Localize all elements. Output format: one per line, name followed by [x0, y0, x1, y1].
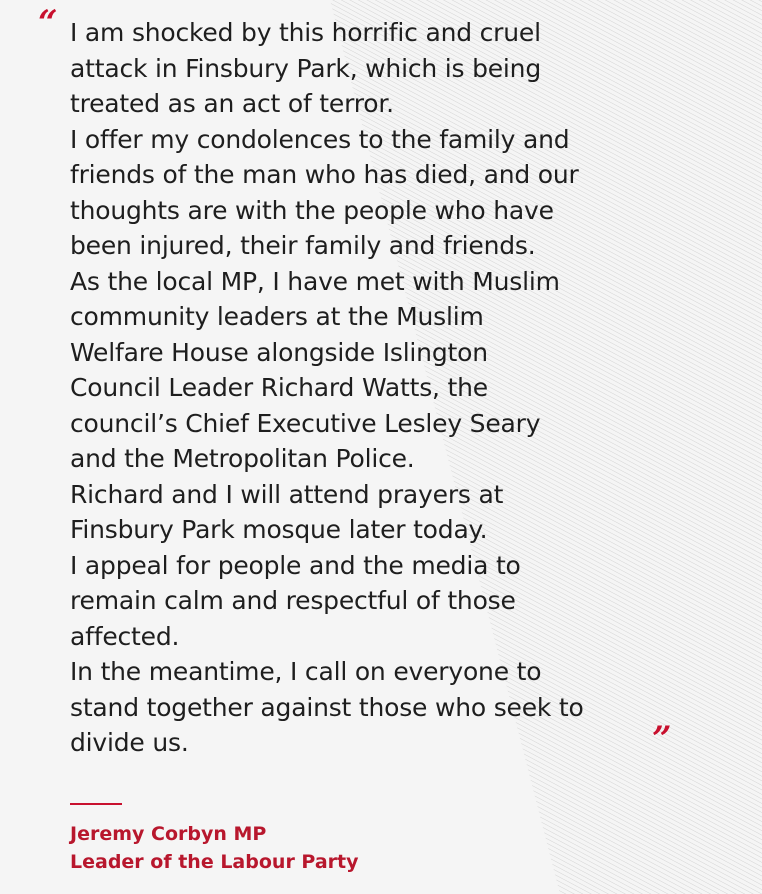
quote-line: community leaders at the Muslim [70, 302, 484, 331]
attribution-divider [70, 803, 122, 805]
open-quote-mark: “ [38, 3, 54, 43]
quote-line: I offer my condolences to the family and [70, 124, 570, 154]
quote-line: I am shocked by this horrific and cruel [70, 18, 541, 47]
quote-line: treated as an act of terror. [70, 89, 394, 118]
quote-text [70, 15, 730, 761]
quote-line: thoughts are with the people who have [70, 195, 554, 225]
quote-line: affected. [70, 621, 180, 651]
close-quote-mark: ” [652, 719, 668, 759]
quote-line: and the Metropolitan Police. [70, 444, 415, 473]
quote-line: Finsbury Park mosque later today. [70, 515, 488, 544]
quote-line: stand together against those who seek to [70, 692, 584, 722]
quote-line: divide us. [70, 728, 189, 757]
quote-line: council’s Chief Executive Lesley Seary [70, 408, 541, 438]
quote-line: I appeal for people and the media to [70, 550, 521, 580]
quote-line: Council Leader Richard Watts, the [70, 373, 488, 402]
quote-line: Welfare House alongside Islington [70, 337, 488, 367]
quote-line: As the local MP, I have met with Muslim [70, 266, 560, 296]
quote-line: attack in Finsbury Park, which is being [70, 53, 541, 83]
quote-line: friends of the man who has died, and our [70, 160, 579, 189]
author-name: Jeremy Corbyn MP [70, 823, 267, 845]
quote-line: been injured, their family and friends. [70, 231, 536, 260]
attribution [70, 820, 359, 876]
author-title: Leader of the Labour Party [70, 851, 359, 873]
quote-line: remain calm and respectful of those [70, 586, 516, 615]
quote-line: Richard and I will attend prayers at [70, 479, 504, 509]
quote-line: In the meantime, I call on everyone to [70, 657, 542, 686]
